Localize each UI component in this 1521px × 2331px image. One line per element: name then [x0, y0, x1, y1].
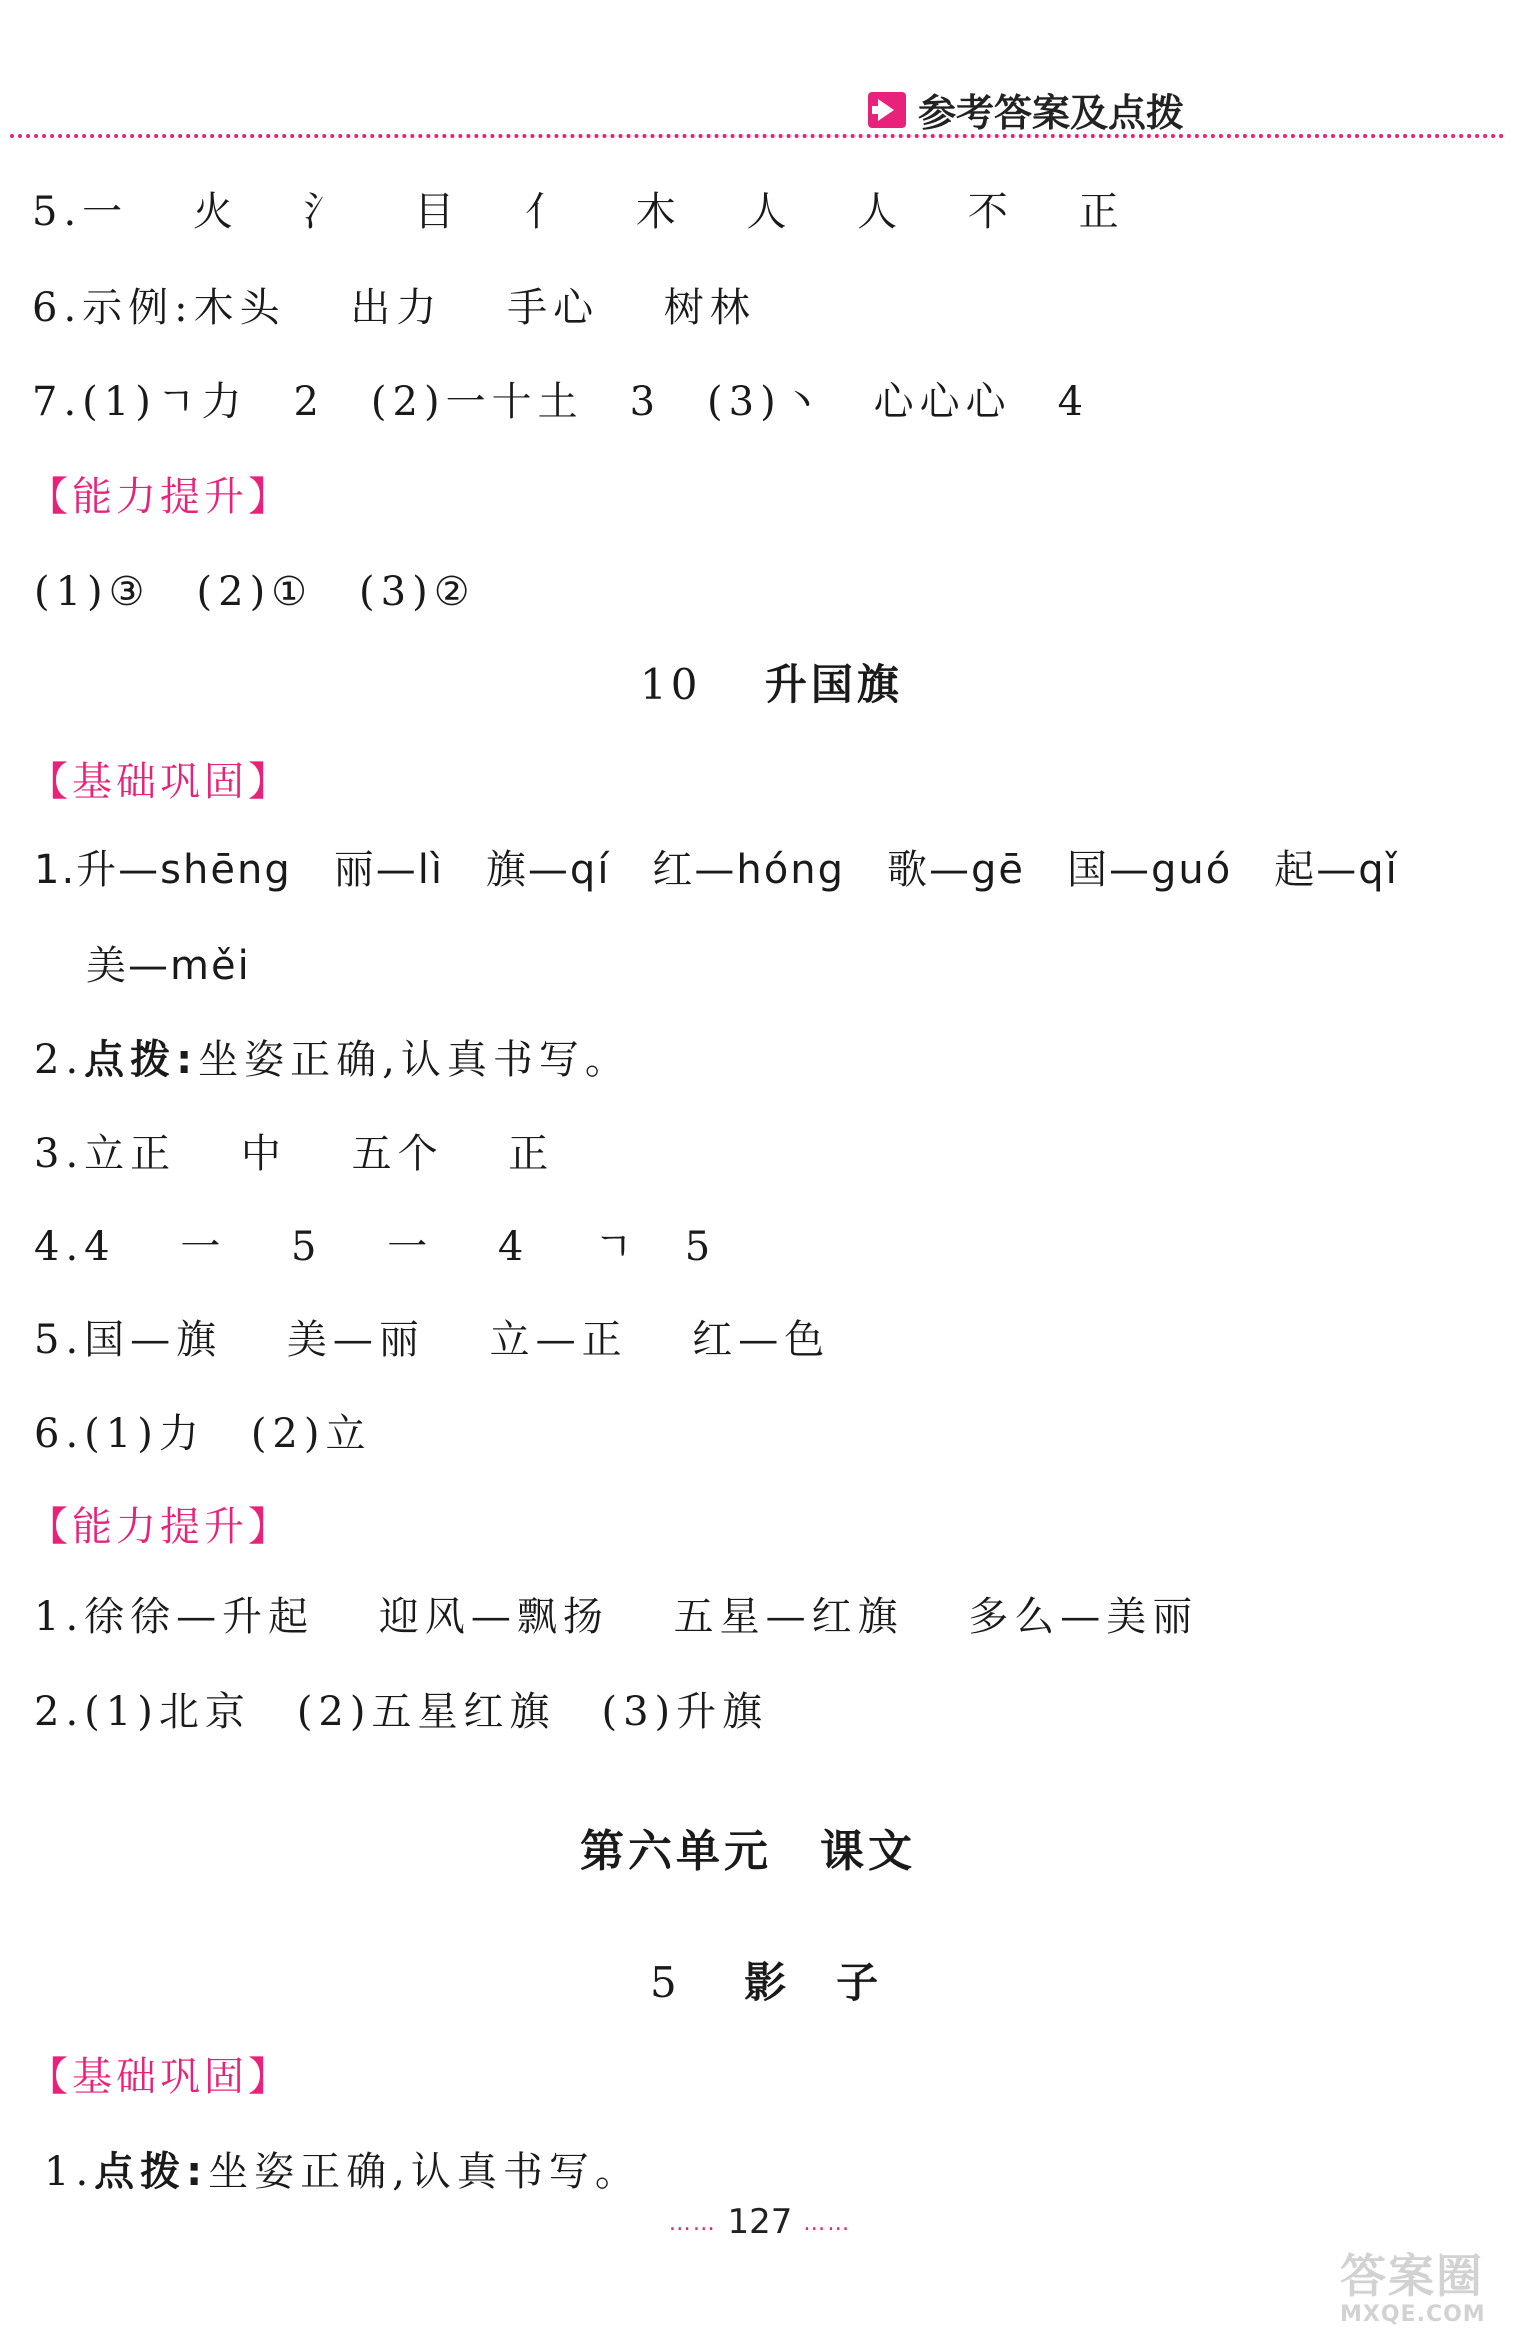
- lesson-name: 升国旗: [764, 660, 903, 709]
- unit-title: 第六单元 课文: [580, 1826, 916, 1877]
- answer-line-4: 4.4 一 5 一 4 ㄱ 5: [34, 1224, 717, 1270]
- ability-answer-1: 1.徐徐—升起 迎风—飘扬 五星—红旗 多么—美丽: [34, 1594, 1199, 1640]
- page-number-text: 127: [727, 2202, 793, 2242]
- answer-line-3: 3.立正 中 五个 正: [34, 1131, 555, 1177]
- answer-line-2: [34, 1028, 631, 1085]
- hint-label: 点拨:: [84, 1037, 199, 1083]
- ability-answers: (1)③ (2)① (3)②: [34, 569, 476, 615]
- answer-line-6: 6.示例:木头 出力 手心 树林: [32, 285, 756, 331]
- basic-section-tag: 【基础巩固】: [28, 759, 292, 805]
- hint-label: 点拨:: [94, 2149, 209, 2195]
- hint-text: 坐姿正确,认真书写。: [198, 1037, 631, 1083]
- header-dotted-divider: [10, 134, 1505, 138]
- ability-section-tag: 【能力提升】: [28, 474, 292, 520]
- page-header: [0, 70, 1521, 140]
- answer-line-5: 5.一 火 氵 目 亻 木 人 人 不 正: [32, 189, 1125, 235]
- answer-line-5b: 5.国—旗 美—丽 立—正 红—色: [34, 1317, 831, 1363]
- answer-line-6b: 6.(1)力 (2)立: [34, 1411, 372, 1457]
- lesson-title-5: [650, 1950, 882, 2010]
- pinyin-answers-cont: 美—měi: [86, 943, 251, 989]
- hint-text: 坐姿正确,认真书写。: [208, 2149, 641, 2195]
- lesson-title-10: [640, 652, 903, 712]
- site-watermark: [1340, 2240, 1510, 2327]
- page-number: [640, 2202, 880, 2242]
- dots-right: ……: [803, 2211, 852, 2236]
- dots-left: ……: [668, 2211, 717, 2236]
- header-title: [868, 82, 1184, 137]
- answer-line-1c: [44, 2140, 641, 2197]
- lesson-number: 10: [640, 660, 702, 709]
- ability-section-tag-2: 【能力提升】: [28, 1504, 292, 1550]
- ability-answer-2: 2.(1)北京 (2)五星红旗 (3)升旗: [34, 1689, 769, 1735]
- answer-line-1-cont: [86, 934, 251, 991]
- arrow-right-icon: [868, 92, 906, 128]
- answer-number: 1.: [44, 2149, 95, 2195]
- lesson-name: 影 子: [744, 1958, 883, 2007]
- answer-line-7: 7.(1)ㄱ力 2 (2)一十土 3 (3)丶 心心心 4: [32, 379, 1090, 425]
- pinyin-answers: 1.升—shēng 丽—lì 旗—qí 红—hóng 歌—gē 国—guó 起—qǐ: [34, 847, 1399, 893]
- answer-number: 2.: [34, 1037, 85, 1083]
- lesson-number: 5: [650, 1958, 681, 2007]
- answer-line-1: [34, 838, 1399, 895]
- header-title-text: 参考答案及点拨: [917, 91, 1184, 135]
- watermark-logo: 答案圈: [1340, 2249, 1484, 2303]
- watermark-url: MXQE.COM: [1340, 2302, 1486, 2327]
- basic-section-tag-2: 【基础巩固】: [28, 2054, 292, 2100]
